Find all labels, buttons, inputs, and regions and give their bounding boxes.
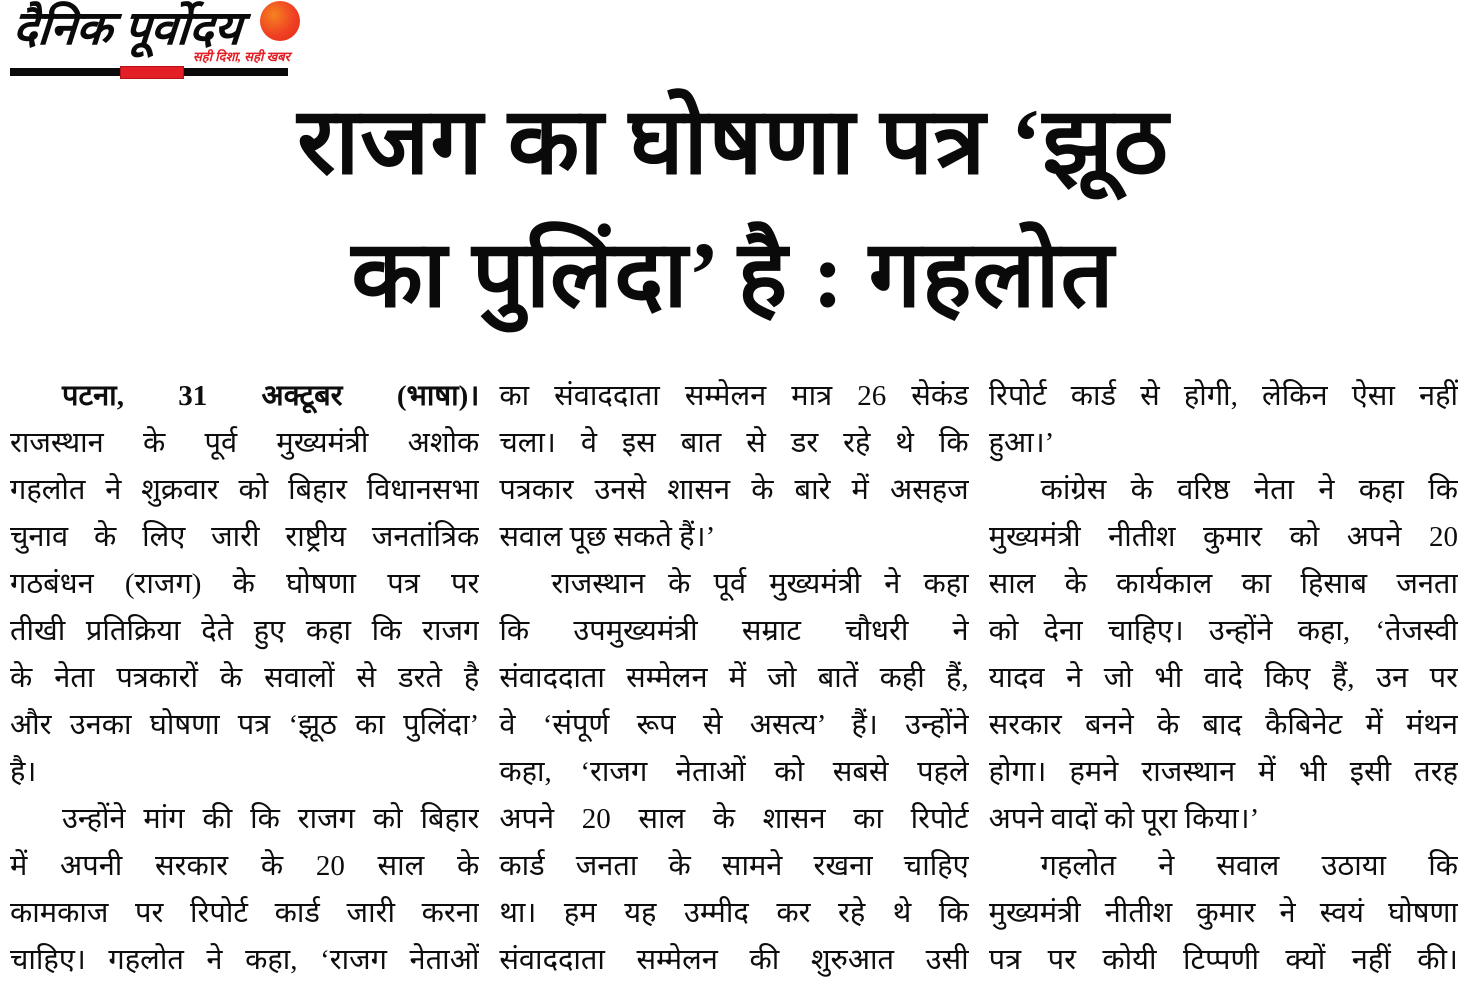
article-line: गठबंधन (राजग) के घोषणा पत्र पर (10, 568, 480, 600)
article-line: कार्ड जनता के सामने रखना चाहिए (499, 850, 969, 882)
headline-line-2: का पुलिंदा’ है : गहलोत (351, 224, 1115, 327)
article-column-1 (10, 374, 479, 986)
article-line: पटना, 31 अक्टूबर (भाषा)। (62, 380, 480, 412)
article-line: वे ‘संपूर्ण रूप से असत्य’ हैं। उन्होंने (499, 709, 969, 741)
article-body (10, 374, 1458, 986)
article-column-3 (989, 374, 1458, 986)
article-line: कांग्रेस के वरिष्ठ नेता ने कहा कि (1040, 474, 1458, 506)
article-line: चला। वे इस बात से डर रहे थे कि (499, 427, 969, 459)
article-line: रिपोर्ट कार्ड से होगी, लेकिन ऐसा नहीं (988, 380, 1458, 412)
article-line: अपने 20 साल के शासन का रिपोर्ट (499, 803, 969, 835)
article-line: तीखी प्रतिक्रिया देते हुए कहा कि राजग (10, 615, 480, 647)
article-line: संवाददाता सम्मेलन की शुरुआत उसी (499, 944, 969, 976)
article-line: राजस्थान के पूर्व मुख्यमंत्री अशोक (10, 427, 480, 459)
rising-sun-icon (260, 1, 300, 41)
article-line: राजस्थान के पूर्व मुख्यमंत्री ने कहा (551, 568, 969, 600)
article-line: चुनाव के लिए जारी राष्ट्रीय जनतांत्रिक (10, 521, 480, 553)
article-line: के नेता पत्रकारों के सवालों से डरते है (10, 662, 480, 694)
article-line: मुख्यमंत्री नीतीश कुमार को अपने 20 (988, 521, 1458, 553)
article-line: हुआ।’ (988, 427, 1055, 459)
article-line: सवाल पूछ सकते हैं।’ (499, 521, 716, 553)
article-line: गहलोत ने सवाल उठाया कि (1040, 850, 1458, 882)
article-line: चाहिए। गहलोत ने कहा, ‘राजग नेताओं (10, 944, 480, 976)
article-line: का संवाददाता सम्मेलन मात्र 26 सेकंड (499, 380, 969, 412)
article-line: यादव ने जो भी वादे किए हैं, उन पर (988, 662, 1458, 694)
article-line: और उनका घोषणा पत्र ‘झूठ का पुलिंदा’ (10, 709, 480, 741)
article-line: साल के कार्यकाल का हिसाब जनता (988, 568, 1458, 600)
logo-tagline: सही दिशा, सही खबर (193, 49, 290, 64)
newspaper-logo: दैनिक पूर्वोदय (11, 3, 244, 55)
article-line: मुख्यमंत्री नीतीश कुमार ने स्वयं घोषणा (988, 897, 1458, 929)
article-column-2 (499, 374, 968, 986)
article-line: को देना चाहिए। उन्होंने कहा, ‘तेजस्वी (988, 615, 1458, 647)
article-line: कामकाज पर रिपोर्ट कार्ड जारी करना (10, 897, 480, 929)
article-line: सरकार बनने के बाद कैबिनेट में मंथन (988, 709, 1458, 741)
article-line: पत्र पर कोयी टिप्पणी क्यों नहीं की। (988, 944, 1458, 976)
article-line: है। (10, 756, 37, 788)
article-line: कि उपमुख्यमंत्री सम्राट चौधरी ने (499, 615, 969, 647)
article-line: था। हम यह उम्मीद कर रहे थे कि (499, 897, 969, 929)
article-line: कहा, ‘राजग नेताओं को सबसे पहले (499, 756, 969, 788)
headline (0, 76, 1466, 342)
article-line: पत्रकार उनसे शासन के बारे में असहज (499, 474, 969, 506)
article-line: संवाददाता सम्मेलन में जो बातें कही हैं, (499, 662, 969, 694)
headline-line-1: राजग का घोषणा पत्र ‘झूठ (297, 91, 1169, 194)
article-line: होगा। हमने राजस्थान में भी इसी तरह (988, 756, 1458, 788)
article-line: में अपनी सरकार के 20 साल के (10, 850, 480, 882)
article-line: अपने वादों को पूरा किया।’ (988, 803, 1260, 835)
article-line: गहलोत ने शुक्रवार को बिहार विधानसभा (10, 474, 480, 506)
article-line: उन्होंने मांग की कि राजग को बिहार (62, 803, 480, 835)
